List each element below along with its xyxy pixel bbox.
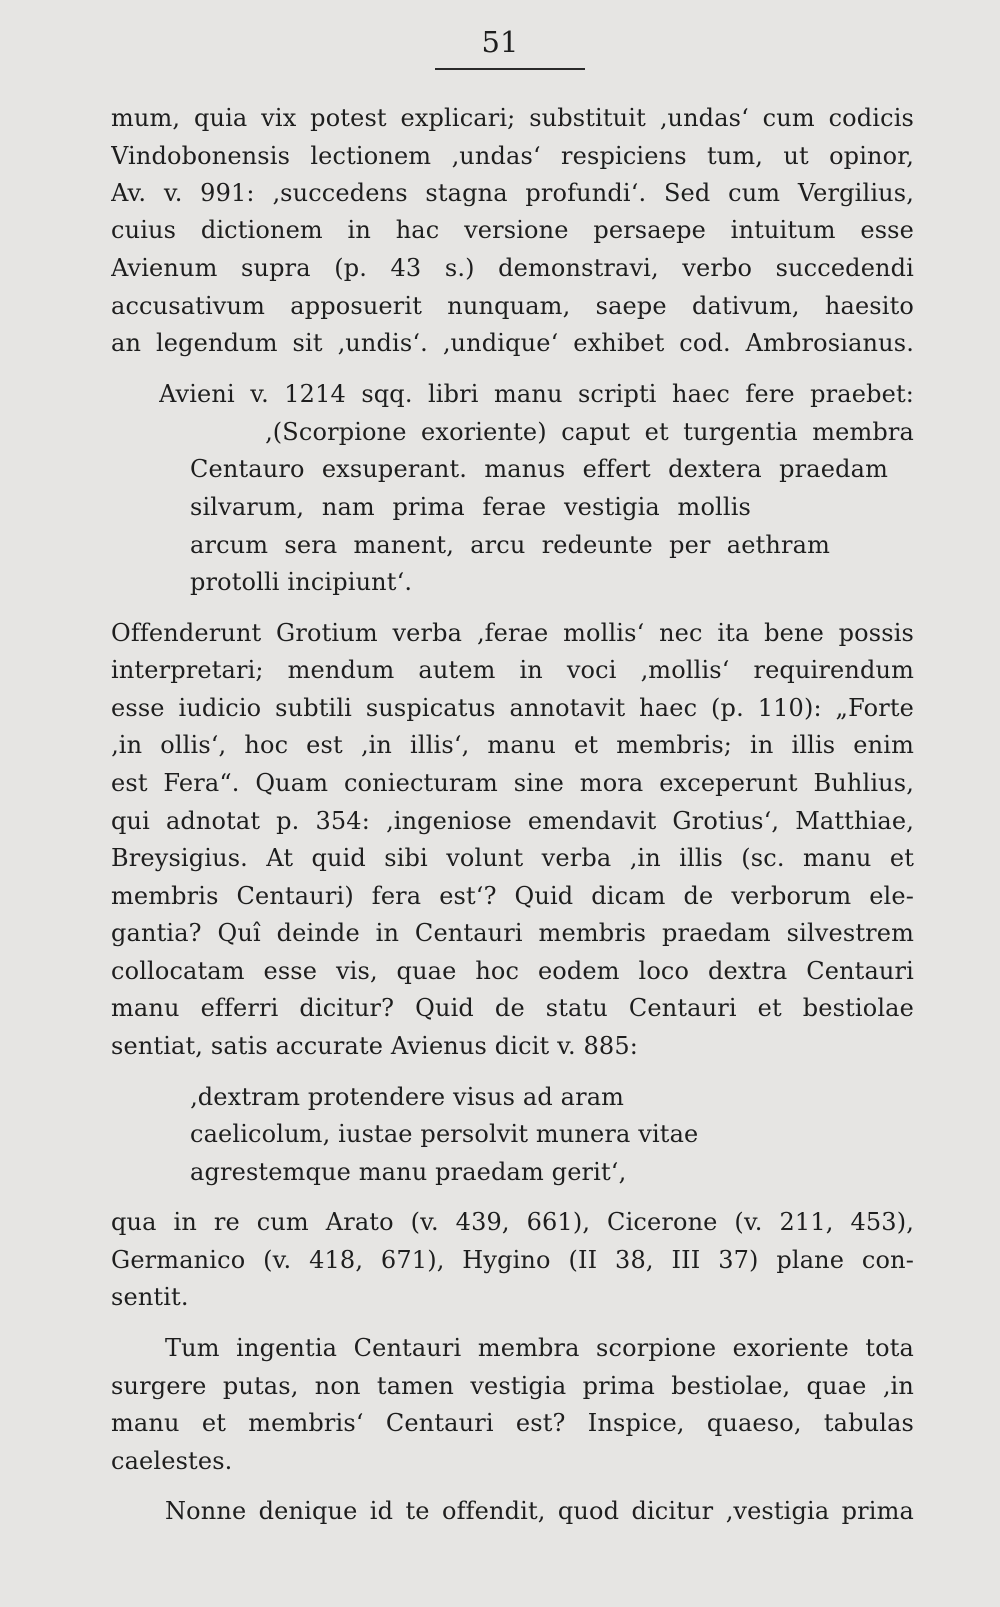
text-line: Avienum supra (p. 43 s.) demonstravi, verbo succedendi [111,254,914,282]
quote-line: ‚dextram protendere visus ad aram [190,1083,625,1111]
text-line: membris Centauri) fera est‘? Quid dicam de verborum ele- [111,882,914,910]
text-line: sentiat, satis accurate Avienus dicit v. 885: [111,1032,639,1060]
text-line: manu et membris‘ Centauri est? Inspice, quaeso, tabulas [111,1409,914,1437]
quote-line: Centauro exsuperant. manus effert dextera praedam [190,455,888,483]
page-number: 51 [481,25,519,59]
text-line: sentit. [111,1283,189,1311]
header-rule [435,68,585,70]
text-line: mum, quia vix potest explicari; substituit ‚undas‘ cum codicis [111,104,914,132]
text-line: gantia? Quî deinde in Centauri membris praedam silvestrem [111,919,914,947]
text-line: Tum ingentia Centauri membra scorpione exoriente tota [165,1334,914,1362]
quote-line: protolli incipiunt‘. [190,568,413,596]
text-line: an legendum sit ‚undis‘. ‚undique‘ exhibet cod. Ambrosianus. [111,329,914,357]
text-line: manu efferri dicitur? Quid de statu Centauri et bestiolae [111,994,914,1022]
text-line: surgere putas, non tamen vestigia prima bestiolae, quae ‚in [111,1372,914,1400]
text-line: Germanico (v. 418, 671), Hygino (II 38, III 37) plane con- [111,1246,914,1274]
text-line: interpretari; mendum autem in voci ‚mollis‘ requirendum [111,656,914,684]
text-line: qui adnotat p. 354: ‚ingeniose emendavit Grotius‘, Matthiae, [111,807,914,835]
text-line: accusativum apposuerit nunquam, saepe dativum, haesito [111,292,914,320]
text-line: cuius dictionem in hac versione persaepe intuitum esse [111,216,914,244]
quote-line: arcum sera manent, arcu redeunte per aethram [190,531,830,559]
quote-line: silvarum, nam prima ferae vestigia mollis [190,493,751,521]
text-line: ‚in ollis‘, hoc est ‚in illis‘, manu et membris; in illis enim [111,731,914,759]
text-line: Av. v. 991: ‚succedens stagna profundi‘. Sed cum Vergilius, [111,179,914,207]
text-line: Offenderunt Grotium verba ‚ferae mollis‘ nec ita bene possis [111,619,914,647]
text-line: caelestes. [111,1447,233,1475]
text-line: Breysigius. At quid sibi volunt verba ‚in illis (sc. manu et [111,844,914,872]
quote-line: caelicolum, iustae persolvit munera vitae [190,1120,699,1148]
text-line: Avieni v. 1214 sqq. libri manu scripti haec fere praebet: [159,380,914,408]
text-line: qua in re cum Arato (v. 439, 661), Cicerone (v. 211, 453), [111,1208,914,1236]
quote-line: agrestemque manu praedam gerit‘, [190,1158,627,1186]
text-line: Nonne denique id te offendit, quod dicitur ‚vestigia prima [165,1497,914,1525]
text-line: Vindobonensis lectionem ‚undas‘ respiciens tum, ut opinor, [111,142,914,170]
quote-line: ‚(Scorpione exoriente) caput et turgentia membra [265,418,914,446]
text-line: est Fera“. Quam coniecturam sine mora exceperunt Buhlius, [111,769,914,797]
text-line: collocatam esse vis, quae hoc eodem loco dextra Centauri [111,957,914,985]
text-line: esse iudicio subtili suspicatus annotavit haec (p. 110): „Forte [111,694,914,722]
